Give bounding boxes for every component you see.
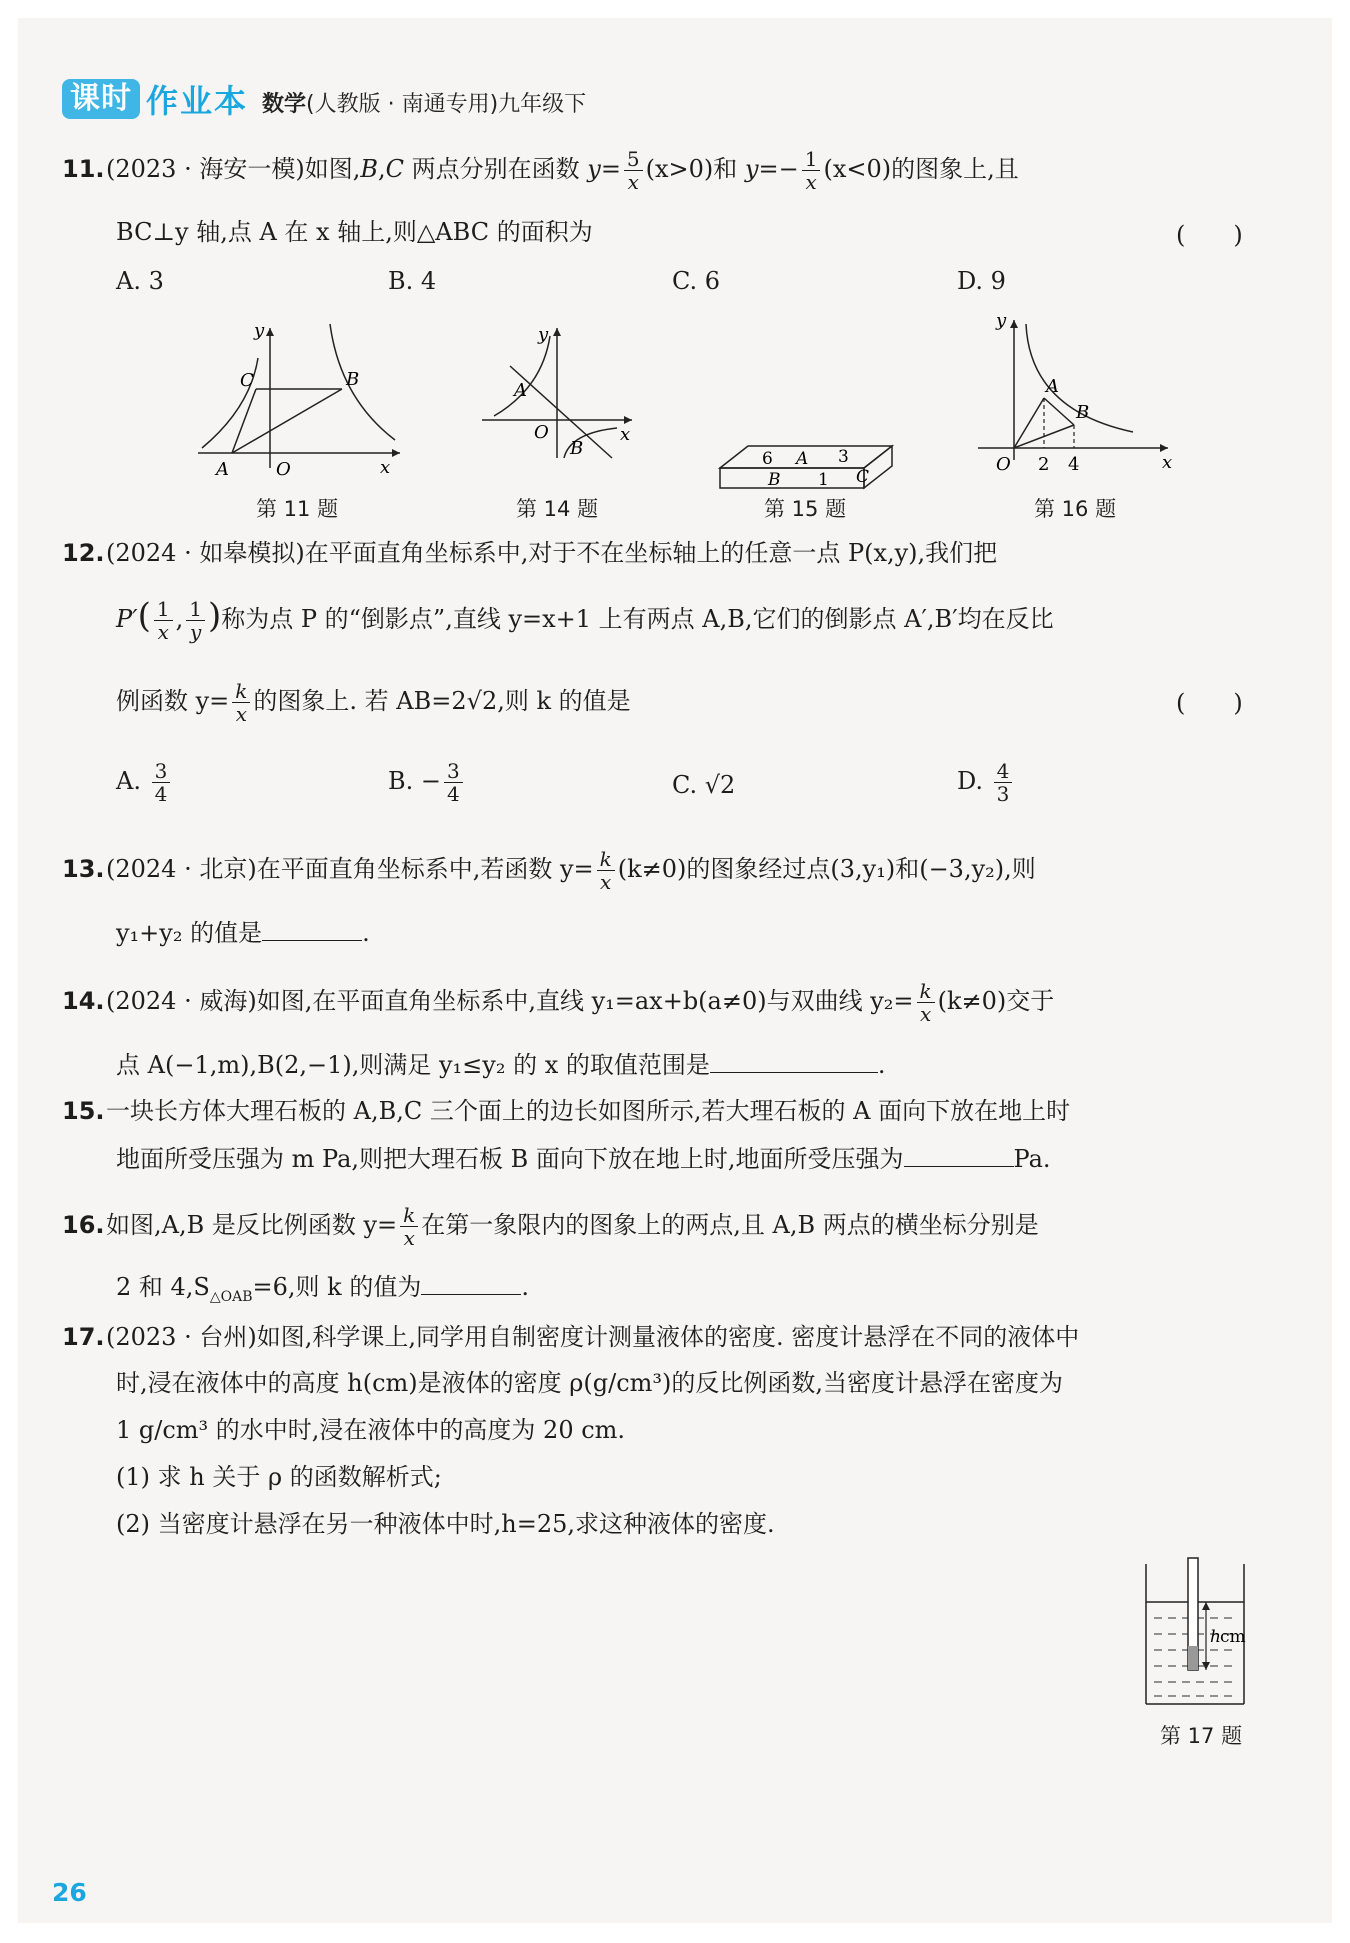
- figure-q17: [1140, 1556, 1260, 1706]
- q16-line2: 2 和 $4,S_{\triangle OAB}=6$,则 k 的值为 .: [116, 1273, 529, 1305]
- svg-text:A: A: [216, 459, 229, 478]
- svg-text:C: C: [240, 370, 254, 391]
- figure-q16: [968, 310, 1178, 480]
- q11-option-a: A. 3: [116, 267, 164, 295]
- q11-line1: 11.(2023 · 海安一模)如图,B,C 两点分别在函数 y= $\frac{5}{x}$ (x>0)和 y=− $\frac{1}{x}$ (x<0)的图象上,且: [62, 147, 1019, 194]
- page-background: [18, 18, 1332, 1923]
- q12-line1: 12.(2024 · 如皋模拟)在平面直角坐标系中,对于不在坐标轴上的任意一点 P(x,y),我们把: [62, 539, 998, 567]
- q12-answer-paren: ( ): [1176, 689, 1243, 717]
- q11-option-c: C. 6: [672, 267, 721, 295]
- fraction: $\frac{1}{x}$: [802, 148, 821, 193]
- q13-line1: 13.(2024 · 北京)在平面直角坐标系中,若函数 y= $\frac{k}{x}$ (k≠0)的图象经过点(3,y₁)和(−3,y₂),则: [62, 847, 1036, 894]
- brand-logo: [62, 76, 248, 122]
- svg-text:C: C: [856, 467, 870, 487]
- figure-q17-caption: 第 17 题: [1160, 1724, 1243, 1748]
- svg-text:x: x: [620, 424, 631, 445]
- q17-sub1: (1) 求 h 关于 ρ 的函数解析式;: [116, 1463, 442, 1491]
- svg-text:x: x: [380, 457, 391, 478]
- q17-line2: 时,浸在液体中的高度 h(cm)是液体的密度 ρ(g/cm³)的反比例函数,当密度计悬浮在密度为: [116, 1369, 1064, 1397]
- q12-option-c: C. √2: [672, 771, 736, 799]
- svg-text:O: O: [996, 454, 1011, 475]
- q17-line1: 17.(2023 · 台州)如图,科学课上,同学用自制密度计测量液体的密度. 密度计悬浮在不同的液体中: [62, 1323, 1080, 1351]
- q13-line2: y₁+y₂ 的值是 .: [116, 919, 370, 947]
- figure-q15-caption: 第 15 题: [764, 497, 847, 521]
- svg-text:y: y: [254, 320, 265, 341]
- q17-line3: 1 g/cm³ 的水中时,浸在液体中的高度为 20 cm.: [116, 1416, 626, 1444]
- figure-q16-caption: 第 16 题: [1034, 497, 1117, 521]
- fraction: $\frac{5}{x}$: [624, 148, 643, 193]
- answer-blank[interactable]: [904, 1166, 1014, 1167]
- q12-line2: P′( $\frac{1}{x}$ , $\frac{1}{y}$ )称为点 P 的“倒影点”,直线 y=x+1 上有两点 A,B,它们的倒影点 A′,B′均在反比: [116, 596, 1054, 644]
- q16-line1: 16.如图,A,B 是反比例函数 y= $\frac{k}{x}$ 在第一象限内的图象上的两点,且 A,B 两点的横坐标分别是: [62, 1203, 1039, 1250]
- q11-answer-paren: ( ): [1176, 221, 1243, 249]
- answer-blank[interactable]: [710, 1072, 878, 1073]
- svg-text:6: 6: [762, 449, 773, 469]
- svg-text:y: y: [996, 310, 1007, 331]
- page-number: 26: [52, 1878, 87, 1907]
- svg-text:2: 2: [1038, 454, 1050, 475]
- q15-line1: 15.一块长方体大理石板的 A,B,C 三个面上的边长如图所示,若大理石板的 A 面向下放在地上时: [62, 1097, 1071, 1125]
- svg-text:A: A: [796, 449, 809, 469]
- svg-text:B: B: [768, 470, 781, 490]
- svg-text:x: x: [1162, 452, 1173, 473]
- q17-sub2: (2) 当密度计悬浮在另一种液体中时,h=25,求这种液体的密度.: [116, 1510, 775, 1538]
- svg-text:h: h: [1210, 1627, 1221, 1647]
- figure-q11: [190, 318, 410, 478]
- answer-blank[interactable]: [421, 1294, 521, 1295]
- logo-badge: 课时: [62, 79, 140, 119]
- svg-text:B: B: [1076, 402, 1090, 423]
- q12-option-a: A. $\frac{3}{4}$: [116, 760, 173, 805]
- svg-text:1: 1: [818, 470, 829, 490]
- q12-option-d: D. $\frac{4}{3}$: [957, 760, 1015, 805]
- q11-option-d: D. 9: [957, 267, 1006, 295]
- svg-text:3: 3: [838, 447, 849, 467]
- q11-line2: BC⊥y 轴,点 A 在 x 轴上,则△ABC 的面积为: [116, 218, 593, 246]
- svg-text:y: y: [538, 324, 549, 345]
- q14-line2: 点 A(−1,m),B(2,−1),则满足 y₁≤y₂ 的 x 的取值范围是 .: [116, 1051, 886, 1079]
- svg-text:cm: cm: [1220, 1627, 1246, 1647]
- q14-line1: 14.(2024 · 威海)如图,在平面直角坐标系中,直线 y₁=ax+b(a≠0)与双曲线 y₂= $\frac{k}{x}$ (k≠0)交于: [62, 979, 1055, 1026]
- page-header: [62, 76, 586, 122]
- logo-text: 作业本: [146, 82, 249, 120]
- subject-title: 数学(人教版 · 南通专用)九年级下: [262, 92, 587, 117]
- figure-q14-caption: 第 14 题: [516, 497, 599, 521]
- svg-text:O: O: [276, 459, 291, 478]
- svg-text:O: O: [534, 422, 549, 443]
- answer-blank[interactable]: [262, 940, 362, 941]
- svg-text:A: A: [1046, 376, 1059, 397]
- figure-q15: [712, 438, 902, 494]
- figure-q11-caption: 第 11 题: [256, 497, 339, 521]
- svg-text:4: 4: [1068, 454, 1080, 475]
- q11-option-b: B. 4: [388, 267, 437, 295]
- svg-text:B: B: [346, 369, 360, 390]
- svg-text:A: A: [514, 380, 527, 401]
- svg-text:B: B: [570, 438, 584, 459]
- q12-option-b: B. − $\frac{3}{4}$: [388, 760, 466, 805]
- q12-line3: 例函数 y= $\frac{k}{x}$ 的图象上. 若 AB=2√2,则 k 的值是: [116, 679, 631, 726]
- figure-q14: [472, 318, 642, 468]
- q15-line2: 地面所受压强为 m Pa,则把大理石板 B 面向下放在地上时,地面所受压强为 Pa.: [116, 1145, 1051, 1173]
